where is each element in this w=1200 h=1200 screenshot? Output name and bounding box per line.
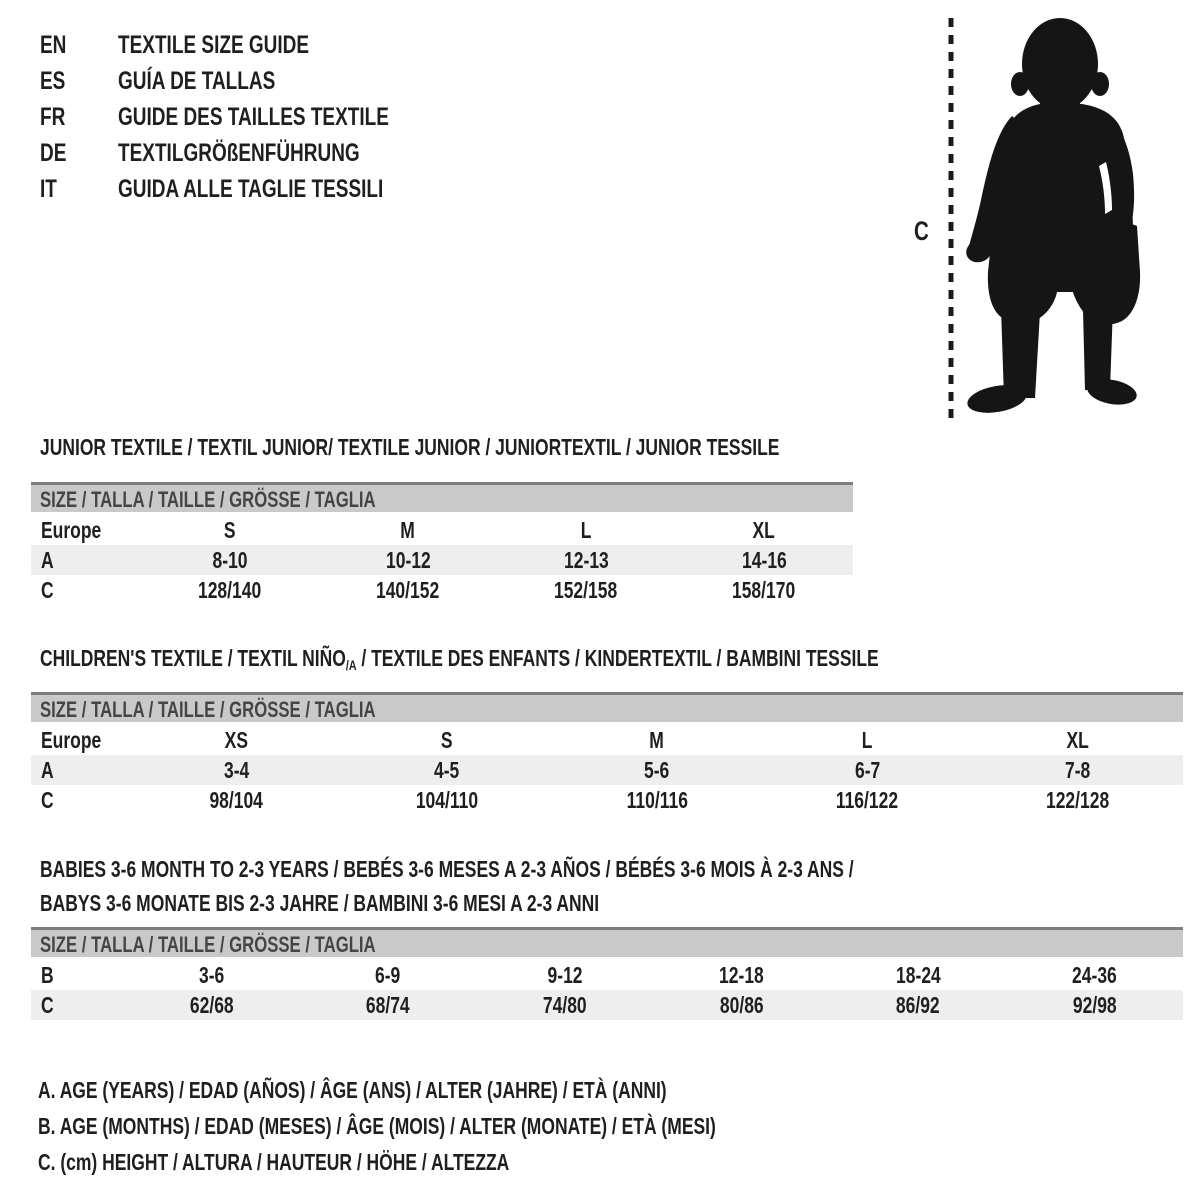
- table-cell: XS: [224, 726, 248, 753]
- table-cell: XL: [752, 516, 776, 543]
- language-code: EN: [40, 31, 67, 59]
- row-label: A: [41, 546, 54, 573]
- table-cell: 18-24: [895, 961, 941, 988]
- table-row: [31, 960, 1183, 990]
- size-header-label: SIZE / TALLA / TAILLE / GRÖSSE / TAGLIA: [40, 932, 376, 957]
- table-cell: S: [224, 516, 236, 543]
- table-cell: 5-6: [644, 756, 670, 783]
- table-cell: M: [400, 516, 416, 543]
- table-cell: 6-7: [854, 756, 881, 783]
- table-cell: 8-10: [212, 546, 248, 573]
- language-label: TEXTILE SIZE GUIDE: [118, 31, 310, 59]
- children-size-table: [31, 725, 1183, 815]
- language-code: ES: [40, 67, 66, 95]
- language-label: TEXTILGRÖßENFÜHRUNG: [118, 139, 360, 167]
- table-row: [31, 515, 853, 545]
- table-cell: 104/110: [415, 786, 478, 813]
- table-row: [31, 785, 1183, 815]
- row-label: Europe: [41, 516, 102, 543]
- table-row: [31, 990, 1183, 1020]
- row-label: Europe: [41, 726, 102, 753]
- language-header: [40, 27, 475, 207]
- language-label: GUÍA DE TALLAS: [118, 67, 276, 95]
- table-row: [31, 545, 853, 575]
- legend-line-b: B. AGE (MONTHS) / EDAD (MESES) / ÂGE (MOIS) / ALTER (MONATE) / ETÀ (MESI): [38, 1113, 716, 1139]
- table-cell: 14-16: [741, 546, 787, 573]
- language-code: FR: [40, 103, 66, 131]
- table-cell: 12-18: [718, 961, 764, 988]
- height-measure-figure: [900, 0, 1200, 430]
- table-cell: 140/152: [376, 576, 440, 603]
- table-cell: 3-4: [223, 756, 249, 783]
- legend-line-c: C. (cm) HEIGHT / ALTURA / HAUTEUR / HÖHE / ALTEZZA: [38, 1149, 510, 1175]
- table-cell: 152/158: [554, 576, 618, 603]
- language-row-it: [40, 171, 475, 207]
- table-cell: 24-36: [1072, 961, 1118, 988]
- table-cell: L: [580, 516, 592, 543]
- children-size-header-bar: [31, 692, 1183, 722]
- table-cell: 74/80: [542, 991, 587, 1018]
- language-label: GUIDE DES TAILLES TEXTILE: [118, 103, 389, 131]
- table-cell: XL: [1066, 726, 1089, 753]
- legend-line-a: A. AGE (YEARS) / EDAD (AÑOS) / ÂGE (ANS) / ALTER (JAHRE) / ETÀ (ANNI): [38, 1077, 667, 1103]
- table-cell: 6-9: [375, 961, 401, 988]
- language-row-en: [40, 27, 475, 63]
- language-code: IT: [40, 175, 57, 203]
- table-row: [31, 575, 853, 605]
- table-cell: 128/140: [198, 576, 262, 603]
- table-cell: 116/122: [836, 786, 899, 813]
- table-cell: 92/98: [1072, 991, 1117, 1018]
- measurement-legend: [38, 1072, 930, 1180]
- children-section-title: CHILDREN'S TEXTILE / TEXTIL $NIÑO_{/A}$ / TEXTILE DES ENFANTS / KINDERTEXTIL / BAMBINI TESSILE: [40, 645, 879, 673]
- table-cell: S: [440, 726, 453, 753]
- junior-section-title: JUNIOR TEXTILE / TEXTIL JUNIOR/ TEXTILE JUNIOR / JUNIORTEXTIL / JUNIOR TESSILE: [40, 434, 780, 460]
- toddler-silhouette: [900, 0, 1200, 430]
- table-cell: 122/128: [1046, 786, 1110, 813]
- row-label: B: [41, 961, 54, 988]
- language-code: DE: [40, 139, 67, 167]
- babies-section-title: BABIES 3-6 MONTH TO 2-3 YEARS / BEBÉS 3-6 MESES A 2-3 AÑOS / BÉBÉS 3-6 MOIS À 2-3 ANS / BABYS 3-6 MONATE BIS 2-3 JAHRE / BAMBINI 3-6 MESI A 2-3 ANNI: [40, 856, 854, 916]
- table-cell: M: [649, 726, 665, 753]
- row-label: C: [41, 991, 54, 1018]
- table-row: [31, 755, 1183, 785]
- row-label: C: [41, 786, 54, 813]
- row-label: A: [41, 756, 54, 783]
- size-header-label: SIZE / TALLA / TAILLE / GRÖSSE / TAGLIA: [40, 697, 376, 722]
- table-cell: 86/92: [896, 991, 940, 1018]
- table-cell: 98/104: [209, 786, 263, 813]
- table-cell: 68/74: [366, 991, 410, 1018]
- table-cell: 7-8: [1065, 756, 1091, 783]
- row-label: C: [41, 576, 54, 603]
- table-cell: L: [862, 726, 873, 753]
- nino-a-subscript: /A: [345, 657, 357, 673]
- table-cell: 158/170: [732, 576, 796, 603]
- table-cell: 80/86: [719, 991, 764, 1018]
- height-measure-label: C: [914, 216, 929, 246]
- babies-size-table: [31, 960, 1183, 1020]
- table-cell: 3-6: [198, 961, 224, 988]
- table-row: [31, 725, 1183, 755]
- table-cell: 12-13: [563, 546, 609, 573]
- table-cell: 9-12: [547, 961, 583, 988]
- size-header-label: SIZE / TALLA / TAILLE / GRÖSSE / TAGLIA: [40, 487, 376, 512]
- junior-size-table: [31, 515, 853, 605]
- junior-size-header-bar: [31, 482, 853, 512]
- table-cell: 110/116: [626, 786, 688, 813]
- language-row-de: [40, 135, 475, 171]
- language-row-fr: [40, 99, 475, 135]
- table-cell: 62/68: [189, 991, 234, 1018]
- babies-size-header-bar: [31, 927, 1183, 957]
- table-cell: 10-12: [385, 546, 431, 573]
- table-cell: 4-5: [433, 756, 460, 783]
- language-row-es: [40, 63, 475, 99]
- language-label: GUIDA ALLE TAGLIE TESSILI: [118, 175, 384, 203]
